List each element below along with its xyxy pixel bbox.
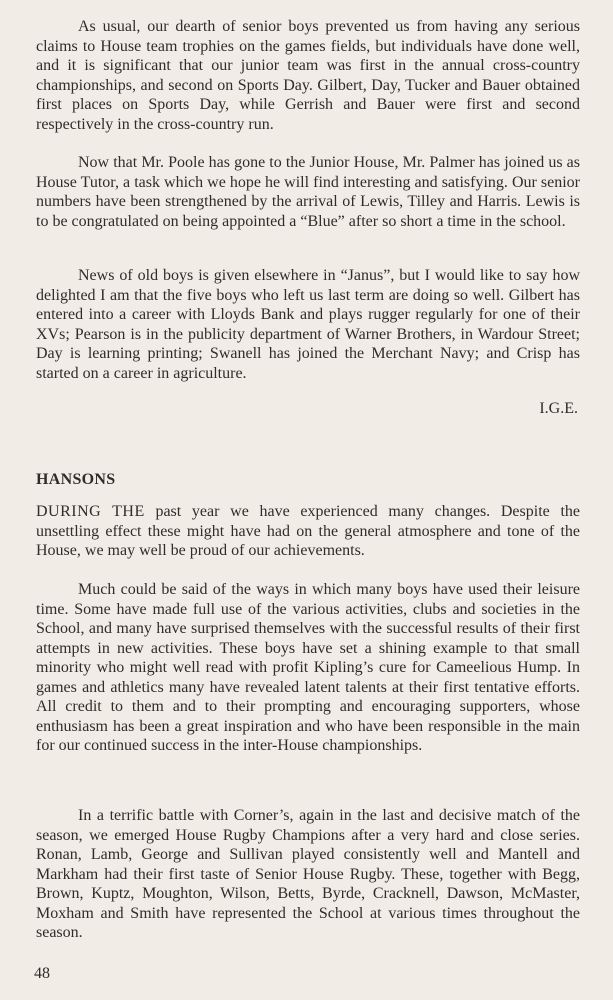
- drop-lead-in: DURING THE: [36, 503, 145, 520]
- paragraph-leisure-activities: Much could be said of the ways in which many boys have used their leisure time. Some have made full use of the various activities, clubs and societies in the School, and many have surprised themselves with the successful results of their first attempts in new activities. These boys have set a shining example to that small minority who might well read with profit Kipling’s cure for Cameelious Hump. In games and athletics many have revealed latent talents at their first tentative efforts. All credit to them and to their prompting and encouraging supporters, whose enthusiasm has been a great inspiration and who have been responsible in the main for our continued success in the inter-House championships.: [36, 581, 580, 754]
- page-number: 48: [34, 965, 50, 982]
- paragraph-old-boys-news: News of old boys is given elsewhere in “Janus”, but I would like to say how delighted I am that the five boys who left us last term are doing so well. Gilbert has entered into a career with Lloyds Bank and plays rugger regularly for one of their XVs; Pearson is in the publicity department of Warner Brothers, in Wardour Street; Day is learning printing; Swanell has joined the Merchant Navy; and Crisp has started on a career in agriculture.: [36, 267, 580, 382]
- paragraph-house-tutor: Now that Mr. Poole has gone to the Junior House, Mr. Palmer has joined us as House Tutor, a task which we hope he will find interesting and satisfying. Our senior numbers have been strengthened by the arrival of Lewis, Tilley and Harris. Lewis is to be congratulated on being appointed a “Blue” after so short a time in the school.: [36, 154, 580, 230]
- section-heading-hansons: HANSONS: [36, 471, 116, 488]
- paragraph-hansons-intro: [36, 502, 580, 561]
- paragraph-sports-results: As usual, our dearth of senior boys prevented us from having any serious claims to House team trophies on the games fields, but individuals have done well, and it is significant that our junior team was first in the annual cross-country championships, and second on Sports Day. Gilbert, Day, Tucker and Bauer obtained first places on Sports Day, while Gerrish and Bauer were first and second respectively in the cross-country run.: [36, 18, 580, 133]
- paragraph-hansons-intro-text: past year we have experienced many changes. Despite the unsettling effect these might have had on the general atmosphere and tone of the House, we may well be proud of our achievements.: [36, 503, 580, 559]
- signature-initials: I.G.E.: [539, 400, 578, 417]
- paragraph-rugby-champions: In a terrific battle with Corner’s, again in the last and decisive match of the season, we emerged House Rugby Champions after a very hard and close series. Ronan, Lamb, George and Sullivan played consistently well and Mantell and Markham had their first taste of Senior House Rugby. These, together with Begg, Brown, Kuptz, Moughton, Wilson, Betts, Byrde, Cracknell, Dawson, McMaster, Moxham and Smith have represented the School at various times throughout the season.: [36, 807, 580, 941]
